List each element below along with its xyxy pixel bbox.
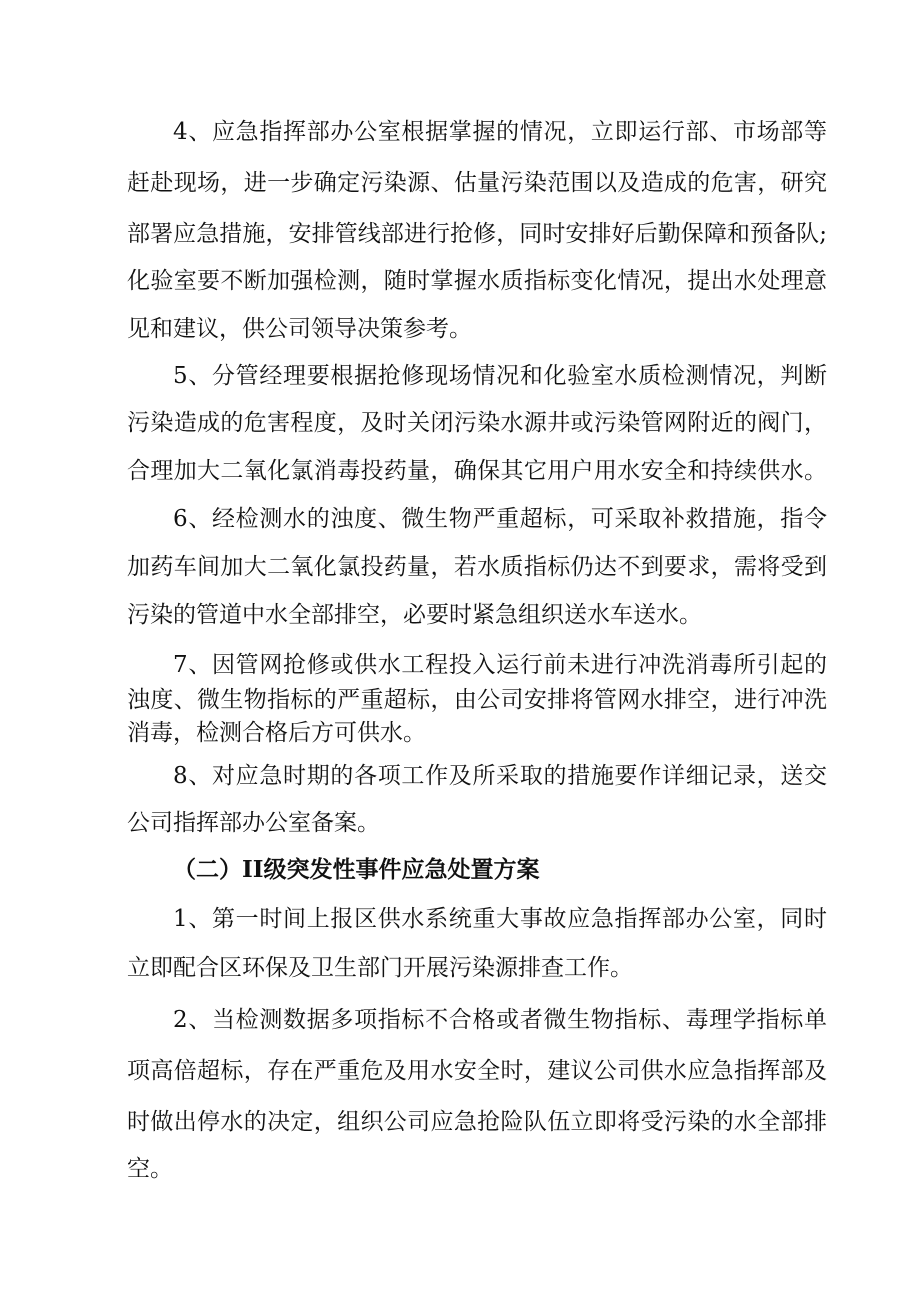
text-line: 浊度、微生物指标的严重超标，由公司安排将管网水排空，进行冲洗 (127, 687, 827, 713)
text-line: 污染造成的危害程度，及时关闭污染水源井或污染管网附近的阀门， (127, 410, 827, 436)
text-line: 加药车间加大二氧化氯投药量，若水质指标仍达不到要求，需将受到 (127, 554, 827, 580)
text-line: 2、当检测数据多项指标不合格或者微生物指标、毒理学指标单 (173, 1007, 827, 1033)
text-line: 赶赴现场，进一步确定污染源、估量污染范围以及造成的危害，研究 (127, 170, 827, 196)
text-line: 8、对应急时期的各项工作及所采取的措施要作详细记录，送交 (173, 763, 827, 789)
text-line: 7、因管网抢修或供水工程投入运行前未进行冲洗消毒所引起的 (173, 652, 827, 678)
text-line: 项高倍超标，存在严重危及用水安全时，建议公司供水应急指挥部及 (127, 1058, 827, 1084)
text-line: 污染的管道中水全部排空，必要时紧急组织送水车送水。 (127, 602, 702, 628)
text-line: 1、第一时间上报区供水系统重大事故应急指挥部办公室，同时 (173, 906, 827, 932)
text-line: 消毒，检测合格后方可供水。 (127, 720, 426, 746)
text-line: 部署应急措施，安排管线部进行抢修，同时安排好后勤保障和预备队; (127, 221, 827, 247)
text-line: 立即配合区环保及卫生部门开展污染源排查工作。 (127, 955, 633, 981)
text-line: 公司指挥部办公室备案。 (127, 810, 380, 836)
text-line: 时做出停水的决定，组织公司应急抢险队伍立即将受污染的水全部排 (127, 1109, 827, 1135)
text-line: 4、应急指挥部办公室根据掌握的情况，立即运行部、市场部等 (173, 119, 827, 145)
text-line: 6、经检测水的浊度、微生物严重超标，可采取补救措施，指令 (173, 506, 827, 532)
text-line: 化验室要不断加强检测，随时掌握水质指标变化情况，提出水处理意 (127, 268, 827, 294)
section-heading: （二）II级突发性事件应急处置方案 (173, 856, 540, 883)
text-line: 合理加大二氧化氯消毒投药量，确保其它用户用水安全和持续供水。 (127, 458, 827, 484)
text-line: 见和建议，供公司领导决策参考。 (127, 316, 472, 342)
text-line: 空。 (127, 1156, 173, 1182)
text-line: 5、分管经理要根据抢修现场情况和化验室水质检测情况，判断 (173, 363, 827, 389)
